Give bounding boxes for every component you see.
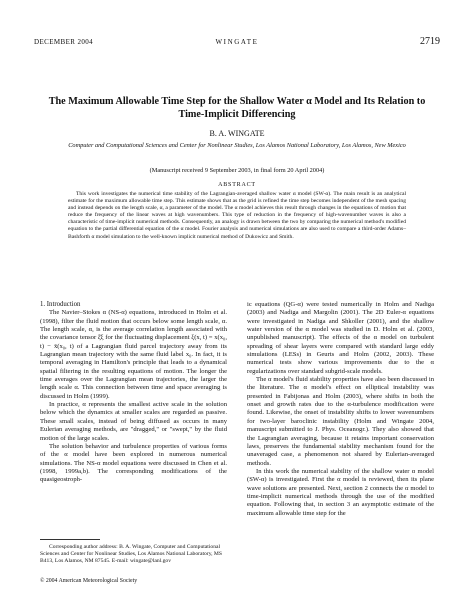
author-name: B. A. WINGATE [209,129,265,138]
copyright-notice: © 2004 American Meteorological Society [40,578,138,584]
paragraph: The Navier–Stokes α (NS-α) equations, introduced in Holm et al. (1998), filter the fluid motion that occurs below some length scale, α. The length scale, α, is the average correlation length associated with the covariance tensor ξ̄ξ for the fluctuating displacement ξ(x, t) = x(x₀, t) − x̄(x₀, t) of a Lagrangian fluid parcel trajectory away from its Lagrangian mean trajectory with the same fluid label x₀. In fact, it is temporal averaging in Hamilton's principle that leads to a dynamical spatial filtering in the resulting equations of motion. The longer the time averages over the Lagrangian mean trajectories, the larger the length scale α. This connection between time and space averaging is discussed in Holm (1999). [40,309,227,400]
header-author: WINGATE [215,38,259,46]
paragraph: The α model's fluid stability properties have also been discussed in the literature. The α model's effect on elliptical instability was presented in Fabijonas and Holm (2003), where shifts in both the onset and growth rates due to the α-turbulence modification were found. Likewise, the onset of instability shifts to lower wavenumbers for two-layer baroclinic instability (Holm and Wingate 2004, manuscript submitted to J. Phys. Oceanogr.). They also showed that the Lagrangian averaging, because it retains important conservation laws, preserves the fundamental stability mechanism found for the unaveraged case, a phenomenon not shared by Eulerian-averaged methods. [247,376,434,467]
abstract-heading: ABSTRACT [218,182,256,188]
left-column [40,301,227,485]
running-header [34,38,440,50]
paragraph: The solution behavior and turbulence properties of various forms of the α model have been explored in numerous numerical simulations. The NS-α model equations were discussed in Chen et al. (1998, 1999a,b). The corresponding modifications of the quasigeostroph- [40,442,227,484]
footnote-correspondence: Corresponding author address: B. A. Wingate, Computer and Computational Sciences and Center for Nonlinear Studies, Los Alamos National Laboratory, MS B413, Los Alamos, NM 87545. E-mail: wingate@lanl.gov [40,544,223,564]
paragraph: In this work the numerical stability of the shallow water α model (SW-α) is investigated. First the α model is reviewed, then its plane wave solutions are presented. Next, section 2 connects the α model to time-implicit numerical methods through the use of the modified equation. Following that, in section 3 an asymptotic estimate of the maximum allowable time step for the [247,467,434,517]
manuscript-dates: (Manuscript received 9 September 2003, in final form 20 April 2004) [149,167,325,174]
paper-title: The Maximum Allowable Time Step for the Shallow Water α Model and Its Relation to Time-Implicit Differencing [48,96,426,120]
abstract-text: This work investigates the numerical time stability of the Lagrangian-averaged shallow water α model (SW-α). The main result is an analytical estimate for the maximum allowable time step. This estimate shows that as the grid is refined the time step becomes independent of the mesh spacing and instead depends on the length scale, α, a parameter of the model. The α model achieves this result through changes in the equations of motion that reduce the frequency of the linear waves at high wavenumbers. This type of reduction in the frequency of high-wavenumber waves is also a characteristic of time-implicit numerical methods. Consequently, an analogy is drawn between the two by comparing the numerical method's modified equation to the partial differential equation of the α model. Fourier analysis and numerical simulations are also used to compare a third-order Adams–Bashforth α model simulation to the well-known implicit numerical method of Dukowicz and Smith. [68,191,406,240]
paragraph: ic equations (QG-α) were tested numerically in Holm and Nadiga (2003) and Nadiga and Margolin (2001). The 2D Euler-α equations were investigated in Nadiga and Shkoller (2001), and the shallow water version of the α model was studied in D. Holm et al. (2003, unpublished manuscript). The effects of the α model on turbulent spreading of shear layers were compared with standard large eddy simulations (LESs) in Geurts and Holm (2002, 2003). These numerical tests show various improvements due to the α regularizations over standard subgrid-scale models. [247,301,434,375]
header-date: DECEMBER 2004 [34,38,94,46]
section-heading: 1. Introduction [40,301,81,308]
paragraph: In practice, α represents the smallest active scale in the solution below which the dynamics at smaller scales are regarded as passive. These small scales, instead of being diffused as occurs in many Eulerian averaging methods, are "dragged," or "swept," by the fluid motion of the large scales. [40,401,227,442]
page-number: 2719 [420,36,440,47]
author-affiliation: Computer and Computational Sciences and Center for Nonlinear Studies, Los Alamos National Laboratory, Los Alamos, New Mexico [68,142,406,149]
footnote-divider [40,539,100,540]
right-column [247,301,434,518]
